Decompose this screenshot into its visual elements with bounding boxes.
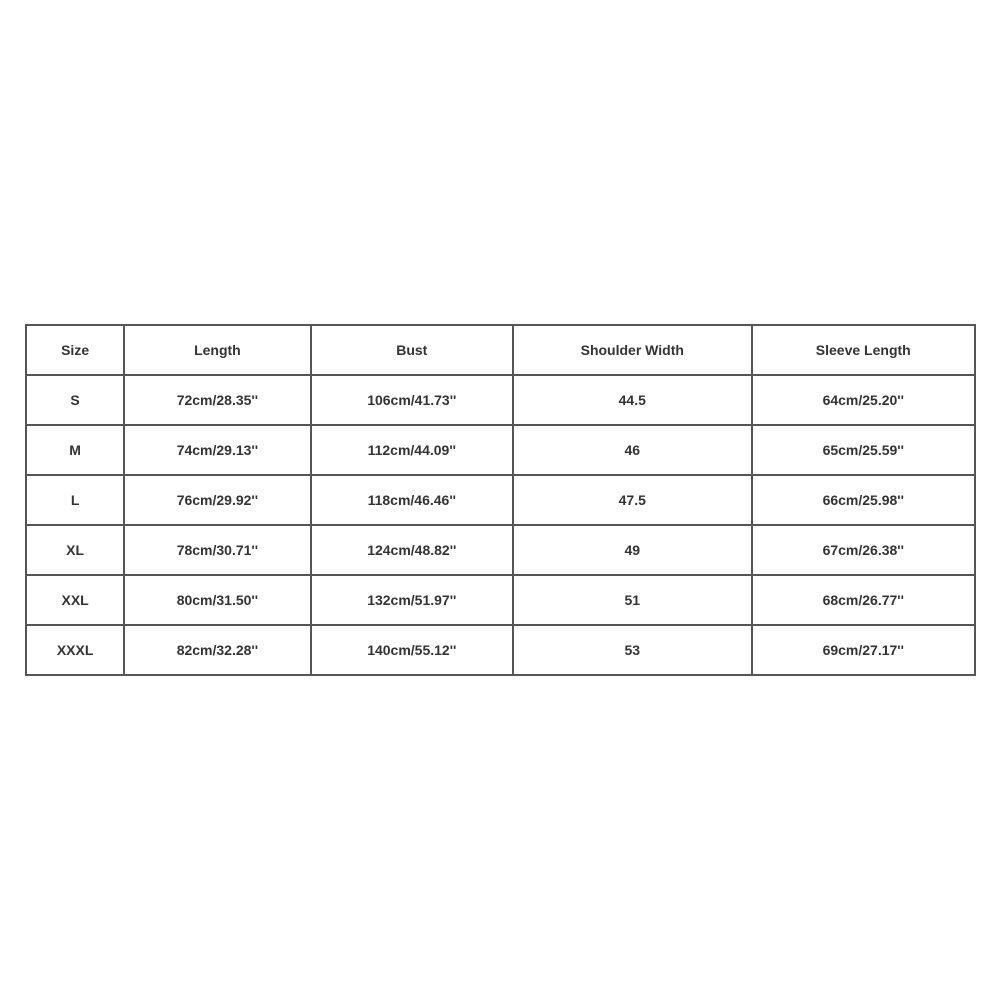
cell-bust: 118cm/46.46'' xyxy=(311,475,513,525)
cell-size: L xyxy=(26,475,124,525)
cell-sleeve-length: 66cm/25.98'' xyxy=(752,475,975,525)
cell-length: 80cm/31.50'' xyxy=(124,575,310,625)
size-chart-table xyxy=(25,324,976,676)
cell-length: 82cm/32.28'' xyxy=(124,625,310,675)
cell-sleeve-length: 67cm/26.38'' xyxy=(752,525,975,575)
cell-bust: 112cm/44.09'' xyxy=(311,425,513,475)
cell-shoulder-width: 51 xyxy=(513,575,752,625)
header-shoulder-width: Shoulder Width xyxy=(513,325,752,375)
cell-size: XL xyxy=(26,525,124,575)
header-size: Size xyxy=(26,325,124,375)
header-sleeve-length: Sleeve Length xyxy=(752,325,975,375)
table-row xyxy=(26,525,975,575)
cell-shoulder-width: 44.5 xyxy=(513,375,752,425)
header-bust: Bust xyxy=(311,325,513,375)
table-row xyxy=(26,575,975,625)
cell-size: M xyxy=(26,425,124,475)
table-row xyxy=(26,425,975,475)
cell-length: 74cm/29.13'' xyxy=(124,425,310,475)
cell-length: 78cm/30.71'' xyxy=(124,525,310,575)
table-row xyxy=(26,375,975,425)
cell-shoulder-width: 53 xyxy=(513,625,752,675)
cell-shoulder-width: 47.5 xyxy=(513,475,752,525)
cell-bust: 124cm/48.82'' xyxy=(311,525,513,575)
cell-size: XXL xyxy=(26,575,124,625)
cell-sleeve-length: 69cm/27.17'' xyxy=(752,625,975,675)
header-row xyxy=(26,325,975,375)
cell-sleeve-length: 64cm/25.20'' xyxy=(752,375,975,425)
table-row xyxy=(26,625,975,675)
cell-bust: 140cm/55.12'' xyxy=(311,625,513,675)
cell-bust: 106cm/41.73'' xyxy=(311,375,513,425)
cell-size: S xyxy=(26,375,124,425)
cell-sleeve-length: 68cm/26.77'' xyxy=(752,575,975,625)
cell-shoulder-width: 46 xyxy=(513,425,752,475)
table-row xyxy=(26,475,975,525)
cell-shoulder-width: 49 xyxy=(513,525,752,575)
cell-length: 72cm/28.35'' xyxy=(124,375,310,425)
cell-sleeve-length: 65cm/25.59'' xyxy=(752,425,975,475)
cell-size: XXXL xyxy=(26,625,124,675)
cell-bust: 132cm/51.97'' xyxy=(311,575,513,625)
cell-length: 76cm/29.92'' xyxy=(124,475,310,525)
header-length: Length xyxy=(124,325,310,375)
